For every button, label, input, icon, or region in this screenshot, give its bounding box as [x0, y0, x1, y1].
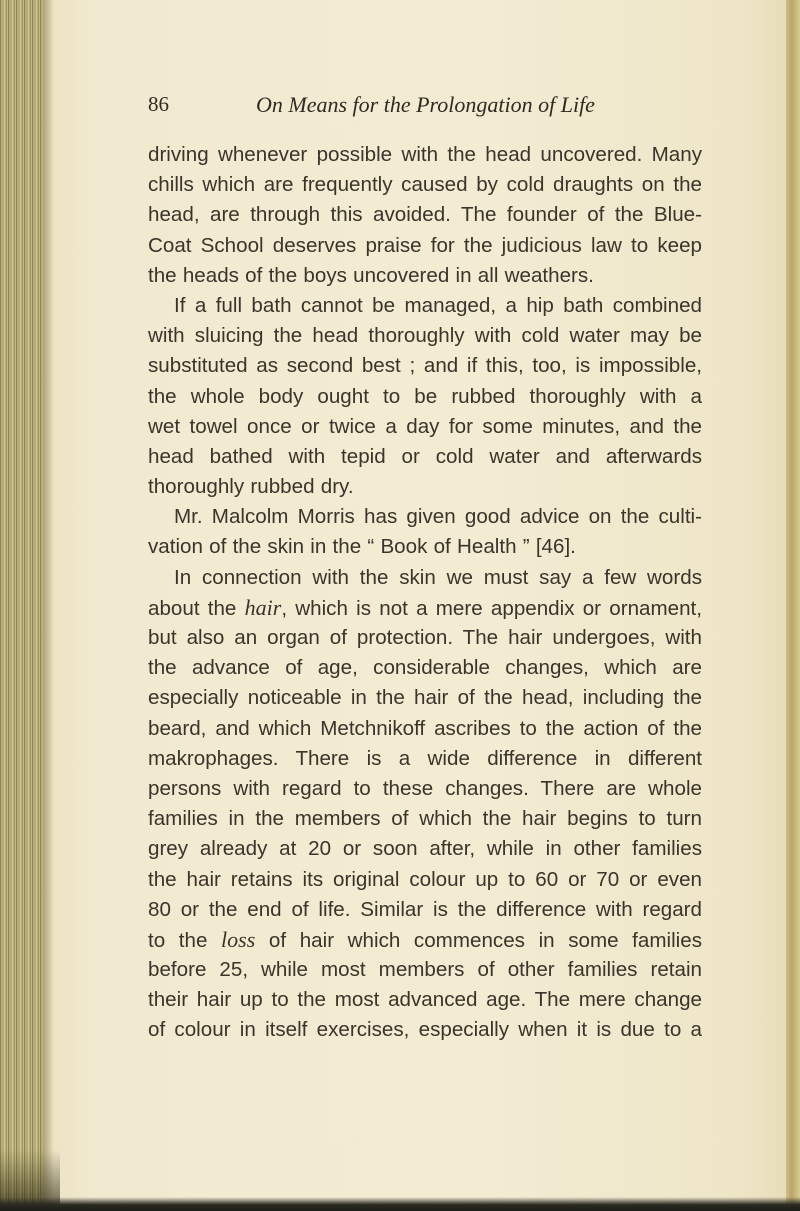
text-line: families in the members of which the hair begins to turn: [148, 807, 702, 831]
page-header: [148, 92, 678, 122]
text-line: especially noticeable in the hair of the head, including the: [148, 686, 702, 710]
text-line: head, are through this avoided. The founder of the Blue-: [148, 203, 702, 227]
text-line: 80 or the end of life. Similar is the difference with regard: [148, 897, 702, 921]
text-line: In connection with the skin we must say a few words: [174, 565, 702, 589]
text-line: grey already at 20 or soon after, while in other families: [148, 837, 702, 861]
bottom-page-edge: [0, 1197, 800, 1211]
text-line: wet towel once or twice a day for some minutes, and the: [148, 414, 702, 438]
text-line: chills which are frequently caused by cold draughts on the: [148, 173, 702, 197]
italic-word: hair: [244, 594, 282, 620]
text-line: Coat School deserves praise for the judicious law to keep: [148, 233, 702, 257]
text-line: the heads of the boys uncovered in all weathers.: [148, 263, 594, 287]
text-line: [148, 925, 702, 955]
text-fragment: to the: [148, 928, 222, 952]
page-stack-edges: [0, 0, 44, 1211]
text-line: the hair retains its original colour up to 60 or 70 or even: [148, 867, 702, 891]
text-fragment: , which is not a mere appendix or ornament,: [281, 596, 702, 620]
text-line: thoroughly rubbed dry.: [148, 475, 354, 499]
text-line: the whole body ought to be rubbed thoroughly with a: [148, 384, 702, 408]
running-title: On Means for the Prolongation of Life: [256, 92, 595, 117]
page-number: 86: [148, 92, 169, 116]
text-line: makrophages. There is a wide difference in different: [148, 746, 702, 770]
text-line: before 25, while most members of other families retain: [148, 958, 702, 982]
text-line: persons with regard to these changes. There are whole: [148, 776, 702, 800]
text-line: [148, 593, 702, 623]
text-line: substituted as second best ; and if this, too, is impossible,: [148, 354, 702, 378]
text-fragment: of hair which commences in some families: [255, 928, 702, 952]
right-page-edge: [786, 0, 800, 1211]
text-line: driving whenever possible with the head uncovered. Many: [148, 143, 702, 166]
text-line: Mr. Malcolm Morris has given good advice on the culti-: [174, 505, 702, 529]
italic-word: loss: [221, 926, 256, 952]
text-line: If a full bath cannot be managed, a hip bath combined: [174, 293, 702, 317]
text-line: of colour in itself exercises, especially when it is due to a: [148, 1018, 702, 1042]
text-line: the advance of age, considerable changes, which are: [148, 656, 702, 680]
text-line: vation of the skin in the “ Book of Health ” [46].: [148, 535, 576, 559]
text-fragment: about the: [148, 596, 245, 620]
text-line: beard, and which Metchnikoff ascribes to the action of the: [148, 716, 702, 740]
text-line: their hair up to the most advanced age. The mere change: [148, 988, 702, 1012]
text-line: head bathed with tepid or cold water and afterwards: [148, 444, 702, 468]
text-line: but also an organ of protection. The hair undergoes, with: [148, 626, 702, 649]
body-text: [148, 140, 702, 1046]
text-line: with sluicing the head thoroughly with cold water may be: [148, 324, 702, 348]
